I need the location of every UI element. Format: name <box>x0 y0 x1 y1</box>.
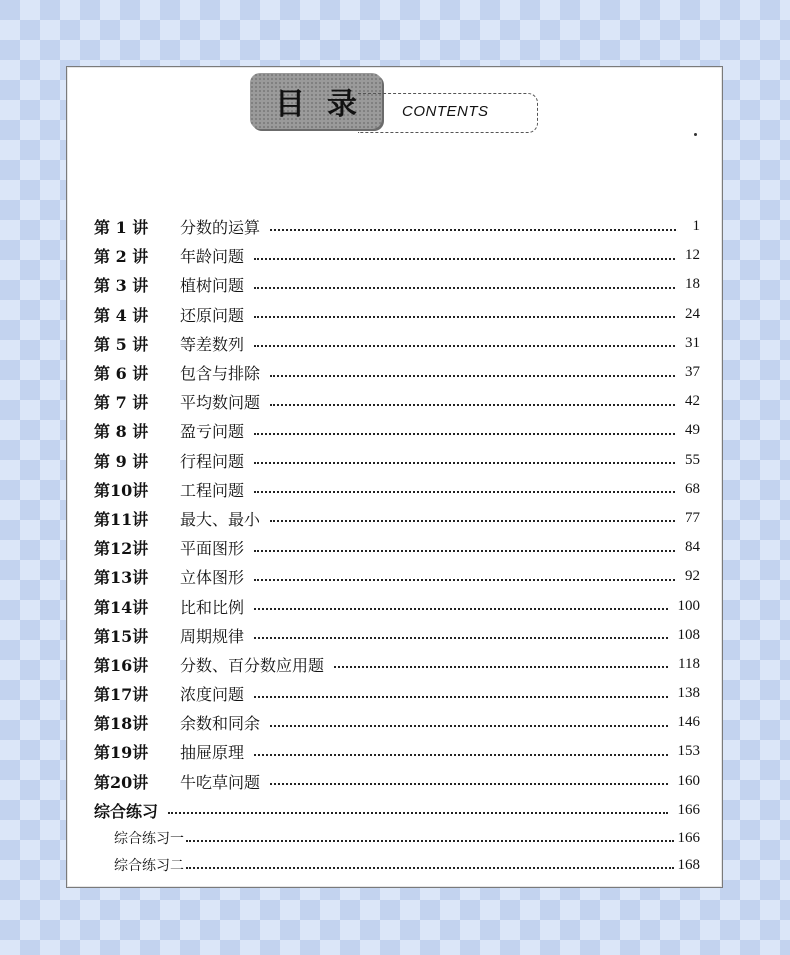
dot-leader <box>254 462 675 464</box>
chapter-number: 第18讲 <box>94 714 149 734</box>
entry-title: 工程问题 <box>180 480 245 500</box>
chapter-number: 第16讲 <box>94 655 149 675</box>
toc-entry-subsection[interactable] <box>94 852 700 879</box>
entry-title: 比和比例 <box>180 597 245 617</box>
entry-title: 最大、最小 <box>180 509 261 529</box>
page-number: 18 <box>685 276 700 293</box>
entry-title: 分数的运算 <box>180 218 261 238</box>
chapter-number: 第 9 讲 <box>94 451 149 471</box>
page-number: 153 <box>677 743 700 760</box>
toc-entry-chapter[interactable] <box>94 679 700 708</box>
page-number: 168 <box>677 856 700 873</box>
chapter-number: 第10讲 <box>94 480 149 500</box>
dot-leader <box>186 867 674 869</box>
toc-entry-chapter[interactable] <box>94 504 700 533</box>
entry-title: 立体图形 <box>180 568 245 588</box>
page-number: 166 <box>677 829 700 846</box>
chapter-number: 第11讲 <box>94 509 149 529</box>
toc-entry-chapter[interactable] <box>94 358 700 387</box>
page-number: 1 <box>692 218 700 235</box>
page-number: 49 <box>685 422 700 439</box>
toc-entry-subsection[interactable] <box>94 825 700 852</box>
toc-entry-chapter[interactable] <box>94 329 700 358</box>
page-number: 42 <box>685 393 700 410</box>
page-number: 166 <box>677 801 700 818</box>
dot-leader <box>254 316 675 318</box>
dot-leader <box>254 550 675 552</box>
dot-leader <box>270 404 675 406</box>
dot-leader <box>270 229 676 231</box>
chapter-number: 第 1 讲 <box>94 218 149 238</box>
print-speck <box>694 133 697 136</box>
dot-leader <box>254 637 667 639</box>
chapter-number: 第 3 讲 <box>94 276 149 296</box>
entry-title: 行程问题 <box>180 451 245 471</box>
dot-leader <box>270 520 675 522</box>
page-number: 68 <box>685 480 700 497</box>
toc-entry-chapter[interactable] <box>94 533 700 562</box>
table-of-contents <box>94 212 700 879</box>
entry-title: 综合练习 <box>94 801 159 821</box>
entry-title: 分数、百分数应用题 <box>180 655 325 675</box>
entry-title: 浓度问题 <box>180 685 245 705</box>
entry-title: 牛吃草问题 <box>180 772 261 792</box>
page-number: 84 <box>685 539 700 556</box>
dot-leader <box>270 783 667 785</box>
entry-title: 等差数列 <box>180 334 245 354</box>
toc-title-char-2: 录 <box>327 87 379 122</box>
page-number: 31 <box>685 334 700 351</box>
dot-leader <box>186 840 674 842</box>
dot-leader <box>254 608 667 610</box>
toc-entry-chapter[interactable] <box>94 241 700 270</box>
dot-leader <box>270 375 675 377</box>
chapter-number: 第12讲 <box>94 539 149 559</box>
toc-entry-chapter[interactable] <box>94 270 700 299</box>
page-number: 77 <box>685 509 700 526</box>
toc-entry-chapter[interactable] <box>94 767 700 796</box>
page-number: 118 <box>678 655 700 672</box>
dot-leader <box>254 754 667 756</box>
entry-title: 余数和同余 <box>180 714 261 734</box>
toc-entry-chapter[interactable] <box>94 300 700 329</box>
entry-title: 植树问题 <box>180 276 245 296</box>
entry-title: 平面图形 <box>180 539 245 559</box>
chapter-number: 第 5 讲 <box>94 334 149 354</box>
toc-entry-chapter[interactable] <box>94 708 700 737</box>
entry-title: 年龄问题 <box>180 247 245 267</box>
toc-entry-chapter[interactable] <box>94 562 700 591</box>
dot-leader <box>270 725 667 727</box>
toc-entry-chapter[interactable] <box>94 212 700 241</box>
page-number: 108 <box>677 626 700 643</box>
chapter-number: 第14讲 <box>94 597 149 617</box>
dot-leader <box>254 579 675 581</box>
page-number: 100 <box>677 597 700 614</box>
dot-leader <box>254 287 675 289</box>
dot-leader <box>254 696 667 698</box>
page-number: 55 <box>685 451 700 468</box>
entry-title: 抽屉原理 <box>180 743 245 763</box>
page-number: 92 <box>685 568 700 585</box>
dot-leader <box>254 491 675 493</box>
entry-title: 周期规律 <box>180 626 245 646</box>
toc-entry-chapter[interactable] <box>94 387 700 416</box>
chapter-number: 第19讲 <box>94 743 149 763</box>
dot-leader <box>254 433 675 435</box>
chapter-number: 第 6 讲 <box>94 364 149 384</box>
page-number: 160 <box>677 772 700 789</box>
chapter-number: 第 7 讲 <box>94 393 149 413</box>
dot-leader <box>168 812 667 814</box>
dot-leader <box>254 258 675 260</box>
page-number: 12 <box>685 247 700 264</box>
entry-title: 综合练习一 <box>114 831 184 848</box>
toc-entry-chapter[interactable] <box>94 591 700 620</box>
page-number: 24 <box>685 305 700 322</box>
page-number: 146 <box>677 714 700 731</box>
chapter-number: 第20讲 <box>94 772 149 792</box>
chapter-number: 第13讲 <box>94 568 149 588</box>
page-number: 138 <box>677 685 700 702</box>
chapter-number: 第17讲 <box>94 685 149 705</box>
entry-title: 盈亏问题 <box>180 422 245 442</box>
toc-entry-chapter[interactable] <box>94 737 700 766</box>
entry-title: 综合练习二 <box>114 858 184 875</box>
toc-entry-chapter[interactable] <box>94 621 700 650</box>
chapter-number: 第15讲 <box>94 626 149 646</box>
entry-title: 包含与排除 <box>180 364 261 384</box>
dot-leader <box>334 666 668 668</box>
chapter-number: 第 2 讲 <box>94 247 149 267</box>
chapter-number: 第 8 讲 <box>94 422 149 442</box>
toc-entry-overall[interactable] <box>94 796 700 825</box>
toc-title-char-1: 目 <box>275 87 327 122</box>
dot-leader <box>254 345 675 347</box>
toc-entry-chapter[interactable] <box>94 416 700 445</box>
contents-subtitle: CONTENTS <box>402 103 489 120</box>
toc-entry-chapter[interactable] <box>94 475 700 504</box>
toc-entry-chapter[interactable] <box>94 446 700 475</box>
entry-title: 还原问题 <box>180 305 245 325</box>
chapter-number: 第 4 讲 <box>94 305 149 325</box>
page-number: 37 <box>685 364 700 381</box>
toc-entry-chapter[interactable] <box>94 650 700 679</box>
entry-title: 平均数问题 <box>180 393 261 413</box>
